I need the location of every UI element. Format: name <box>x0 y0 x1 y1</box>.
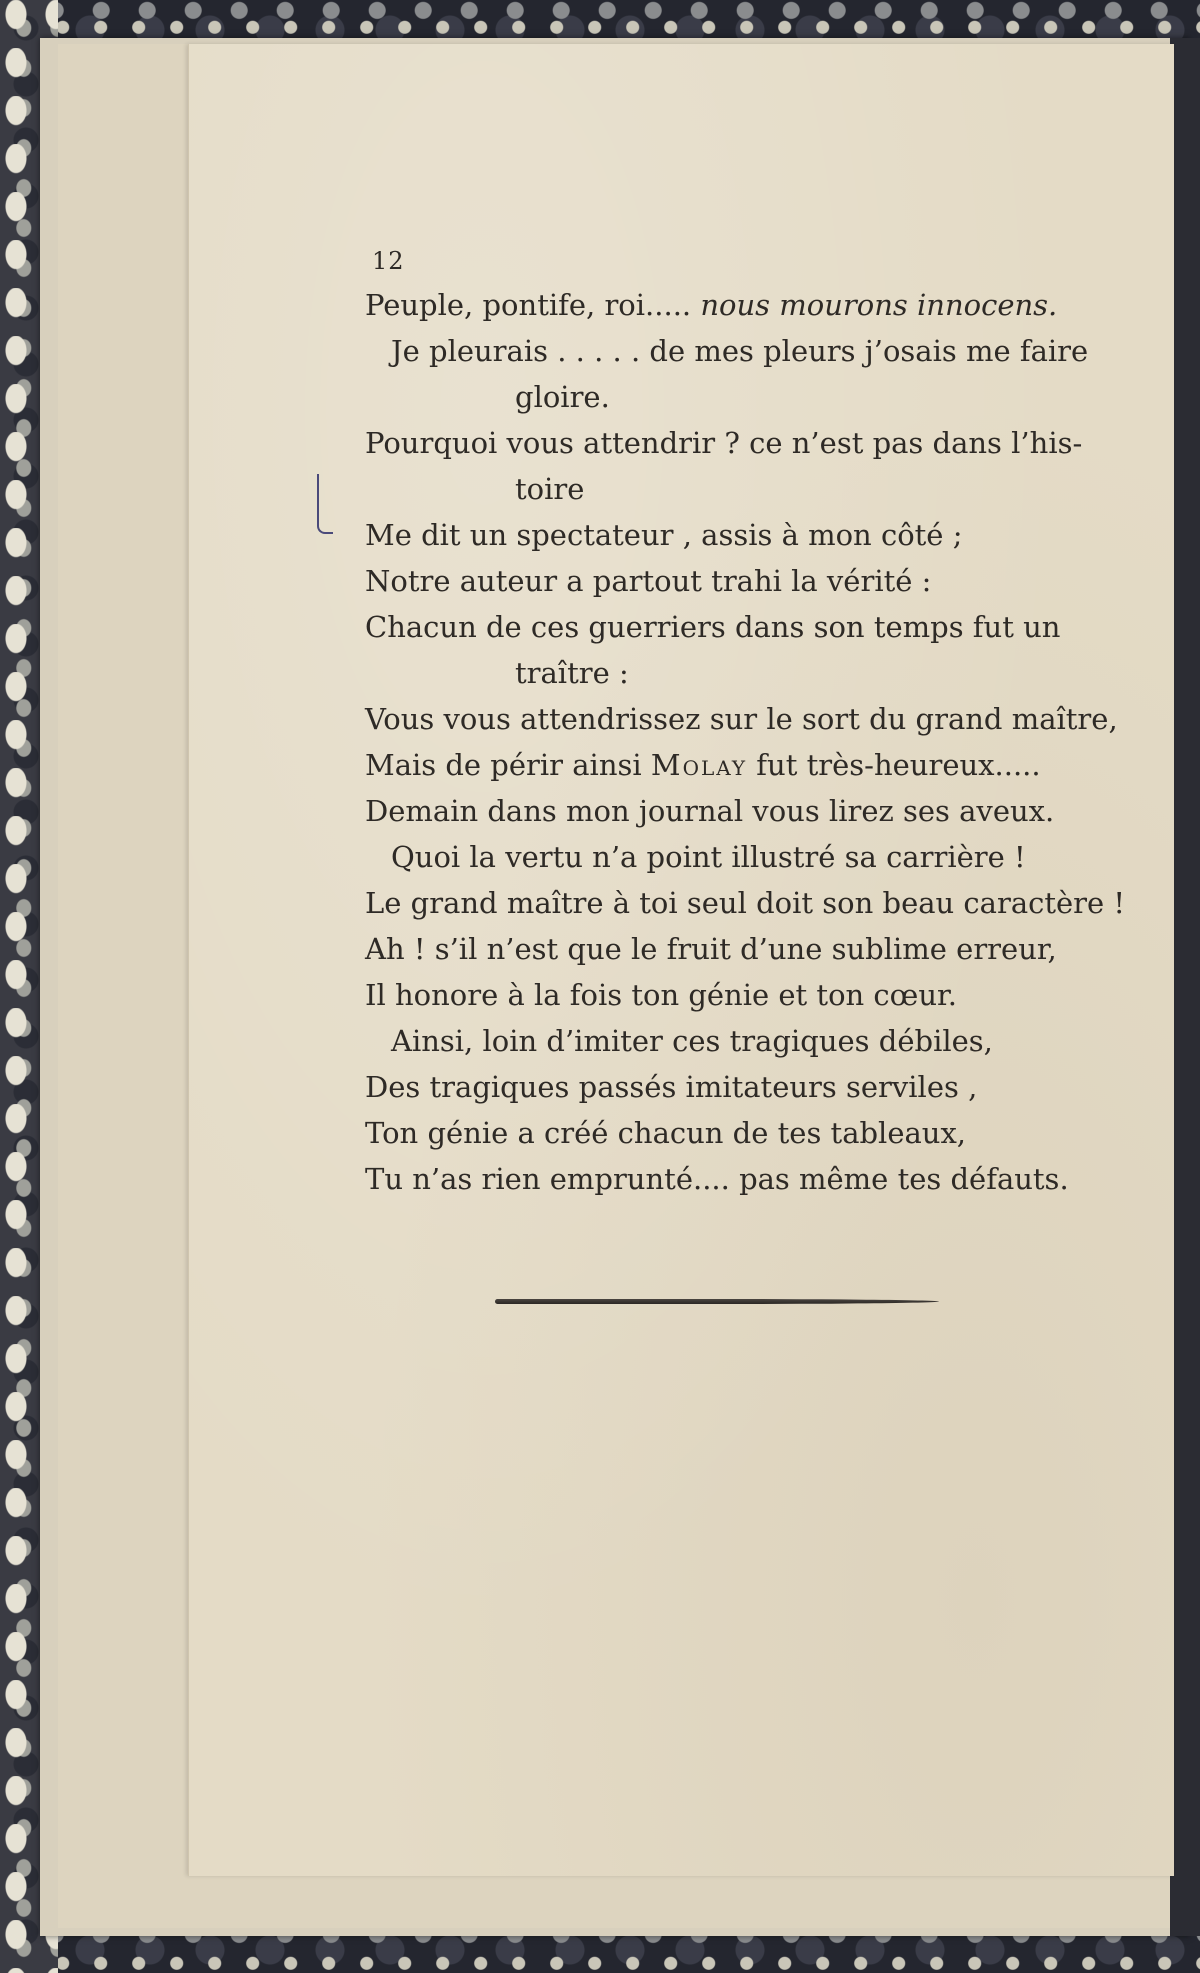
poem-line-segment: Ah ! s’il n’est que le fruit d’une sublime erreur, <box>365 932 1057 966</box>
poem-line <box>365 1064 1155 1110</box>
poem-line <box>365 420 1155 466</box>
poem-line <box>365 558 1155 604</box>
poem-line-segment: gloire. <box>515 380 610 414</box>
poem-line <box>365 742 1155 788</box>
poem-line-segment: Ton génie a créé chacun de tes tableaux, <box>365 1116 967 1150</box>
poem-line <box>365 512 1155 558</box>
margin-pencil-mark <box>317 474 333 534</box>
poem-line <box>365 1110 1155 1156</box>
poem-line-segment: Me dit un spectateur , assis à mon côté ; <box>365 518 963 552</box>
book-page <box>188 44 1174 1876</box>
poem-line-segment: toire <box>515 472 585 506</box>
poem-line-segment: Il honore à la fois ton génie et ton cœur. <box>365 978 957 1012</box>
page-number: 12 <box>372 247 405 275</box>
poem-line <box>365 650 1155 696</box>
poem-line <box>365 926 1155 972</box>
poem-line-segment: Des tragiques passés imitateurs serviles , <box>365 1070 978 1104</box>
poem-line <box>365 604 1155 650</box>
end-rule-ornament <box>495 1299 939 1304</box>
cover-spine-strip <box>1170 38 1200 1936</box>
poem-line <box>365 696 1155 742</box>
poem-line-segment: Molay <box>650 748 748 782</box>
poem-line-segment: fut très-heureux..... <box>747 748 1041 782</box>
poem-line <box>365 788 1155 834</box>
poem-line-segment: Demain dans mon journal vous lirez ses aveux. <box>365 794 1055 828</box>
poem-line <box>365 328 1155 374</box>
poem-line-segment: Notre auteur a partout trahi la vérité : <box>365 564 932 598</box>
poem-line-segment: Chacun de ces guerriers dans son temps fut un <box>365 610 1061 644</box>
poem-line-segment: Tu n’as rien emprunté.... pas même tes défauts. <box>365 1162 1069 1196</box>
poem-text-block <box>365 282 1155 1202</box>
poem-line <box>365 374 1155 420</box>
poem-line-segment: Pourquoi vous attendrir ? ce n’est pas dans l’his- <box>365 426 1083 460</box>
poem-line-segment: Ainsi, loin d’imiter ces tragiques débiles, <box>391 1024 993 1058</box>
poem-line-segment: Quoi la vertu n’a point illustré sa carrière ! <box>391 840 1026 874</box>
poem-line-segment: Je pleurais . . . . . de mes pleurs j’osais me faire <box>391 334 1089 368</box>
poem-line-segment: Vous vous attendrissez sur le sort du grand maître, <box>365 702 1118 736</box>
poem-line-segment: Le grand maître à toi seul doit son beau caractère ! <box>365 886 1126 920</box>
poem-line <box>365 466 1155 512</box>
poem-line <box>365 282 1155 328</box>
poem-line <box>365 972 1155 1018</box>
poem-line-segment: traître : <box>515 656 629 690</box>
poem-line-segment: Mais de périr ainsi <box>365 748 651 782</box>
poem-line <box>365 1018 1155 1064</box>
poem-line <box>365 880 1155 926</box>
poem-line <box>365 1156 1155 1202</box>
poem-line-segment: Peuple, pontife, roi..... <box>365 288 701 322</box>
poem-line-segment: nous mourons innocens. <box>700 288 1058 322</box>
poem-line <box>365 834 1155 880</box>
